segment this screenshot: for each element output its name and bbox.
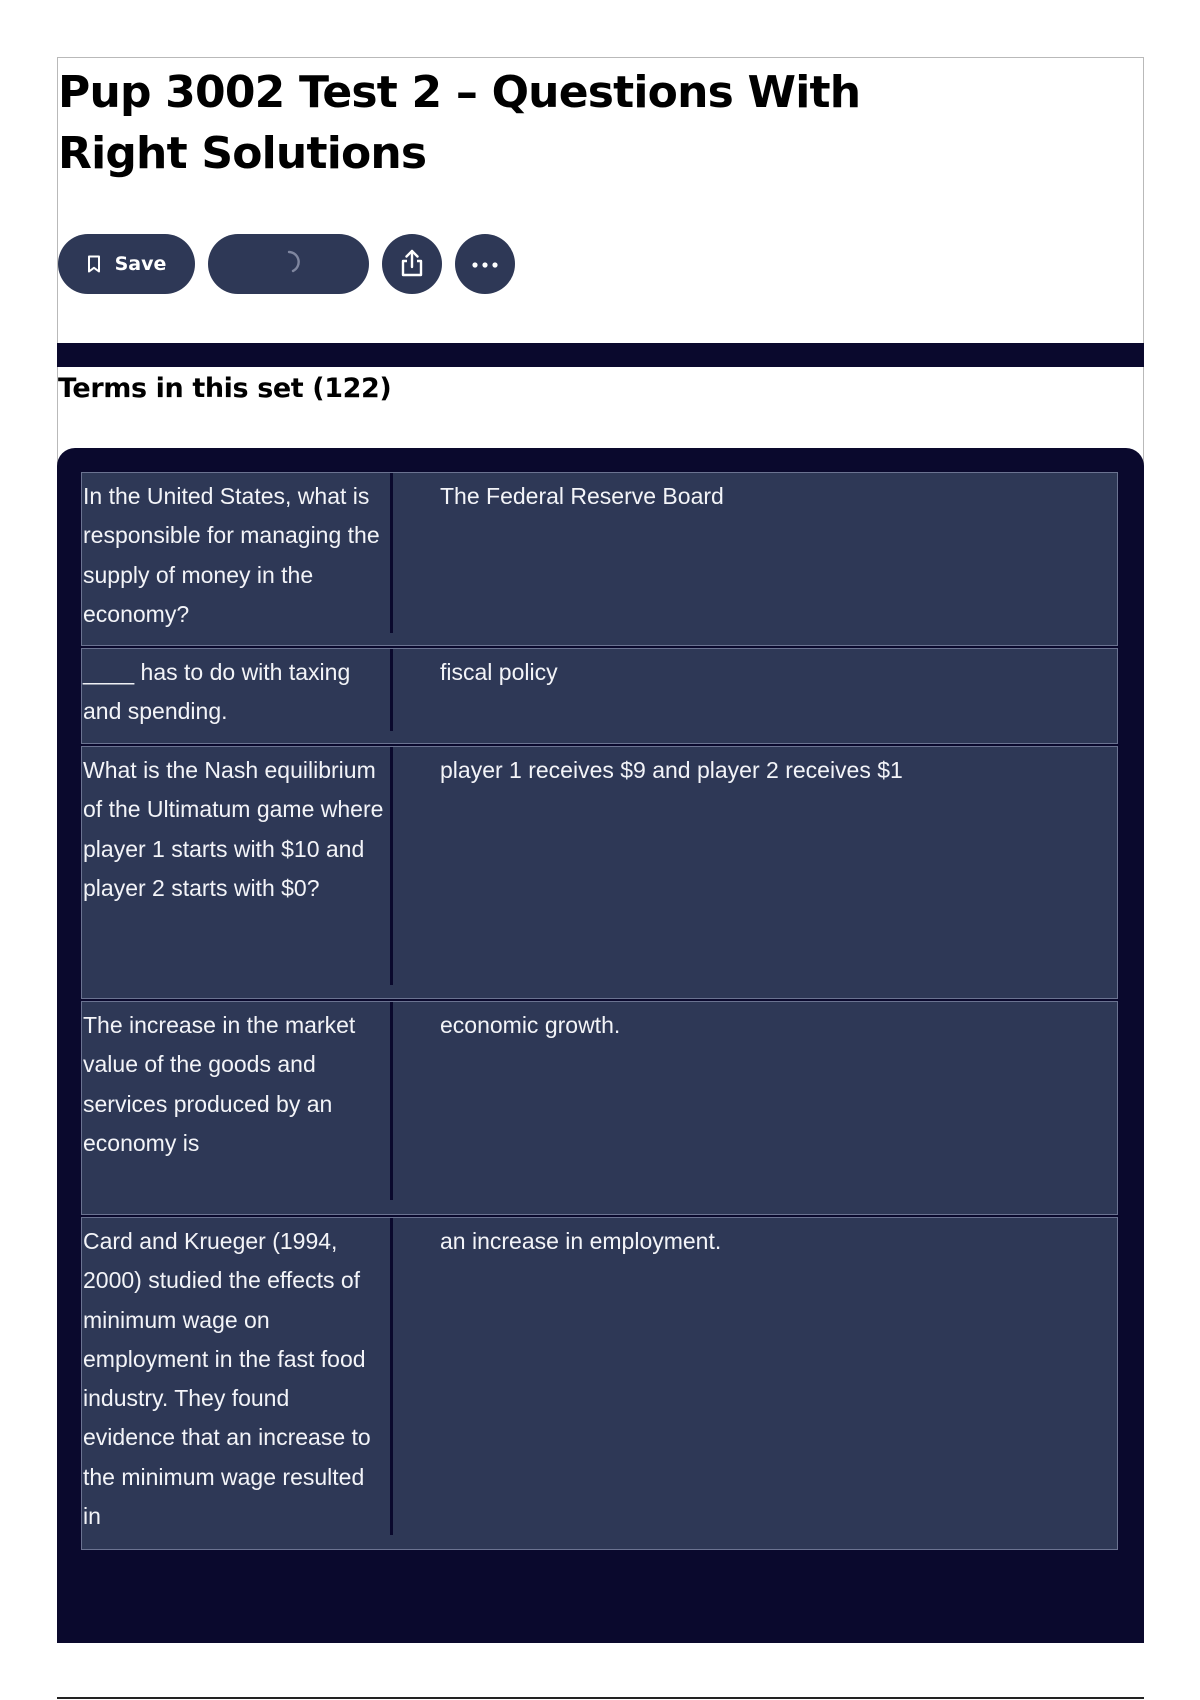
page-title: Pup 3002 Test 2 – Questions With Right Solutions xyxy=(58,67,861,179)
toolbar xyxy=(58,234,658,294)
term-text: The increase in the market value of the goods and services produced by an economy is xyxy=(83,1012,356,1156)
term-card-list xyxy=(81,472,1118,1552)
definition-text: player 1 receives $9 and player 2 receives $1 xyxy=(440,757,903,783)
term-divider xyxy=(390,747,393,985)
spinner-icon xyxy=(275,248,303,281)
definition-text: an increase in employment. xyxy=(440,1228,722,1254)
term-card[interactable] xyxy=(81,648,1118,744)
term-divider xyxy=(390,473,393,633)
definition-text: economic growth. xyxy=(440,1012,621,1038)
term-text: Card and Krueger (1994, 2000) studied the effects of minimum wage on employment in the fast food industry. They found evidence that an increase to the minimum wage resulted in xyxy=(83,1228,371,1530)
term-card[interactable] xyxy=(81,1001,1118,1215)
term-set-panel xyxy=(57,448,1144,1643)
term-divider xyxy=(390,1002,393,1200)
terms-count-heading: Terms in this set (122) xyxy=(58,373,392,404)
term-card[interactable] xyxy=(81,746,1118,999)
loading-button[interactable] xyxy=(208,234,369,294)
share-button[interactable] xyxy=(382,234,442,294)
term-card[interactable] xyxy=(81,472,1118,646)
save-button[interactable] xyxy=(58,234,195,294)
more-horizontal-icon xyxy=(470,257,500,272)
definition-text: fiscal policy xyxy=(440,659,558,685)
term-divider xyxy=(390,649,393,731)
term-text: ____ has to do with taxing and spending. xyxy=(83,659,351,725)
more-options-button[interactable] xyxy=(455,234,515,294)
term-text: In the United States, what is responsible for managing the supply of money in the economy? xyxy=(83,483,380,627)
page-bottom-rule xyxy=(57,1697,1144,1699)
definition-text: The Federal Reserve Board xyxy=(440,483,724,509)
term-text: What is the Nash equilibrium of the Ultimatum game where player 1 starts with $10 and player 2 starts with $0? xyxy=(83,757,384,901)
header-divider-bar xyxy=(57,343,1144,367)
term-divider xyxy=(390,1218,393,1535)
save-button-label: Save xyxy=(114,253,167,275)
bookmark-icon xyxy=(87,255,101,273)
share-icon xyxy=(398,248,426,281)
term-card[interactable] xyxy=(81,1217,1118,1550)
